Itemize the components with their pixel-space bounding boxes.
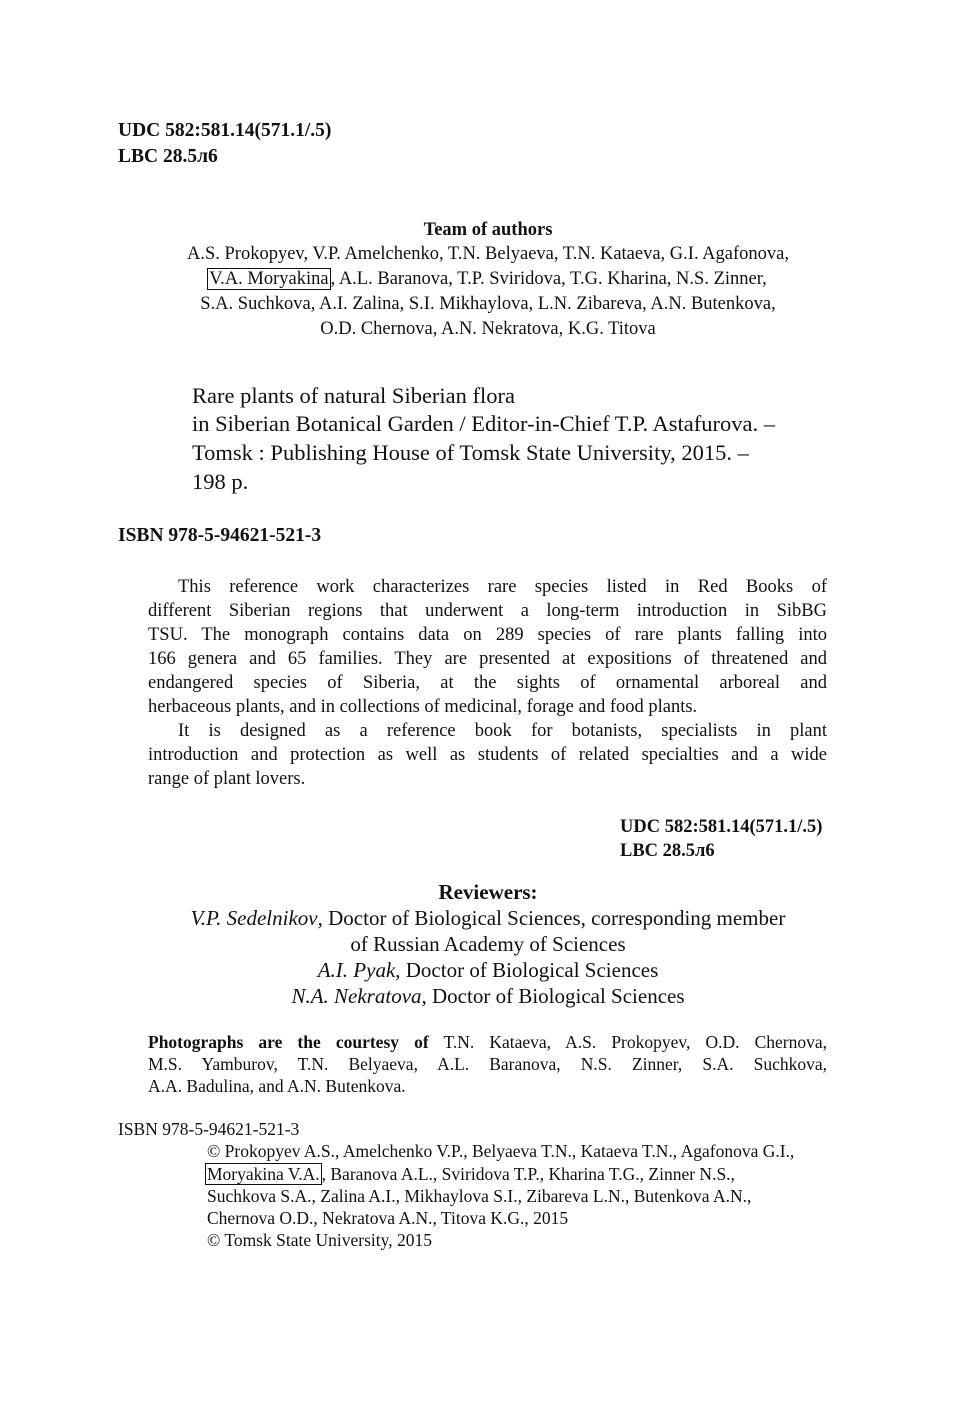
abstract-line: introduction and protection as well as students of related specialties and a wide [148, 745, 827, 765]
abstract-line: It is designed as a reference book for botanists, specialists in plant [178, 721, 827, 741]
reviewer-desc: , Doctor of Biological Sciences [421, 984, 685, 1008]
photos-text: T.N. Kataeva, A.S. Prokopyev, O.D. Chernova, [443, 1032, 827, 1052]
citation-line: Tomsk : Publishing House of Tomsk State University, 2015. – [192, 440, 749, 465]
abstract-line: different Siberian regions that underwent a long-term introduction in SibBG [148, 601, 827, 621]
reviewers-heading: Reviewers: [438, 880, 538, 904]
abstract-line: 166 genera and 65 families. They are presented at expositions of threatened and [148, 649, 827, 669]
udc-code: UDC 582:581.14(571.1/.5) [118, 120, 332, 141]
reviewer-name: A.I. Pyak [317, 958, 396, 982]
reviewer-line [0, 908, 976, 929]
lbc-code-right: LBC 28.5л6 [620, 841, 715, 861]
citation-line: Rare plants of natural Siberian flora [192, 383, 516, 408]
reviewer-name: V.P. Sedelnikov [190, 906, 318, 930]
authors-line: A.S. Prokopyev, V.P. Amelchenko, T.N. Belyaeva, T.N. Kataeva, G.I. Agafonova, [186, 244, 789, 264]
reviewer-line [0, 960, 976, 981]
copyright-line: Chernova O.D., Nekratova A.N., Titova K.G., 2015 [207, 1208, 569, 1228]
photos-line [148, 1034, 827, 1052]
udc-code-right: UDC 582:581.14(571.1/.5) [620, 817, 823, 837]
abstract-line: This reference work characterizes rare species listed in Red Books of [178, 577, 827, 597]
abstract-line: endangered species of Siberia, at the sights of ornamental arboreal and [148, 673, 827, 693]
copyright-line: Suchkova S.A., Zalina A.I., Mikhaylova S.I., Zibareva L.N., Butenkova A.N., [207, 1186, 752, 1206]
copyright-isbn: ISBN 978-5-94621-521-3 [118, 1119, 300, 1139]
authors-text: , A.L. Baranova, T.P. Sviridova, T.G. Kharina, N.S. Zinner, [330, 269, 767, 289]
authors-line [0, 270, 976, 289]
photos-line: M.S. Yamburov, T.N. Belyaeva, A.L. Baranova, N.S. Zinner, S.A. Suchkova, [148, 1054, 827, 1074]
reviewer-desc: , Doctor of Biological Sciences [395, 958, 659, 982]
authors-heading: Team of authors [423, 220, 553, 240]
reviewer-line: of Russian Academy of Sciences [350, 932, 626, 956]
copyright-line [207, 1166, 735, 1184]
reviewer-name: N.A. Nekratova [291, 984, 422, 1008]
citation-line: in Siberian Botanical Garden / Editor-in-Chief T.P. Astafurova. – [192, 411, 775, 436]
reviewer-line [0, 986, 976, 1007]
reviewer-desc: , Doctor of Biological Sciences, corresponding member [317, 906, 786, 930]
photos-line: A.A. Badulina, and A.N. Butenkova. [148, 1076, 406, 1096]
abstract-line: TSU. The monograph contains data on 289 species of rare plants falling into [148, 625, 827, 645]
authors-line: S.A. Suchkova, A.I. Zalina, S.I. Mikhaylova, L.N. Zibareva, A.N. Butenkova, [200, 294, 776, 314]
copyright-text: , Baranova A.L., Sviridova T.P., Kharina T.G., Zinner N.S., [321, 1164, 735, 1184]
highlighted-author: V.A. Moryakina [209, 269, 329, 289]
abstract-line: range of plant lovers. [148, 769, 306, 789]
highlighted-author: Moryakina V.A. [207, 1164, 320, 1184]
lbc-code: LBC 28.5л6 [118, 146, 218, 167]
isbn-heading: ISBN 978-5-94621-521-3 [118, 525, 322, 546]
abstract-line: herbaceous plants, and in collections of medicinal, forage and food plants. [148, 697, 698, 717]
authors-line: O.D. Chernova, A.N. Nekratova, K.G. Titova [320, 319, 656, 339]
citation-line: 198 p. [192, 469, 249, 494]
copyright-line: © Tomsk State University, 2015 [207, 1230, 432, 1250]
copyright-line: © Prokopyev A.S., Amelchenko V.P., Belyaeva T.N., Kataeva T.N., Agafonova G.I., [207, 1141, 795, 1161]
photos-label: Photographs are the courtesy of [148, 1032, 429, 1052]
